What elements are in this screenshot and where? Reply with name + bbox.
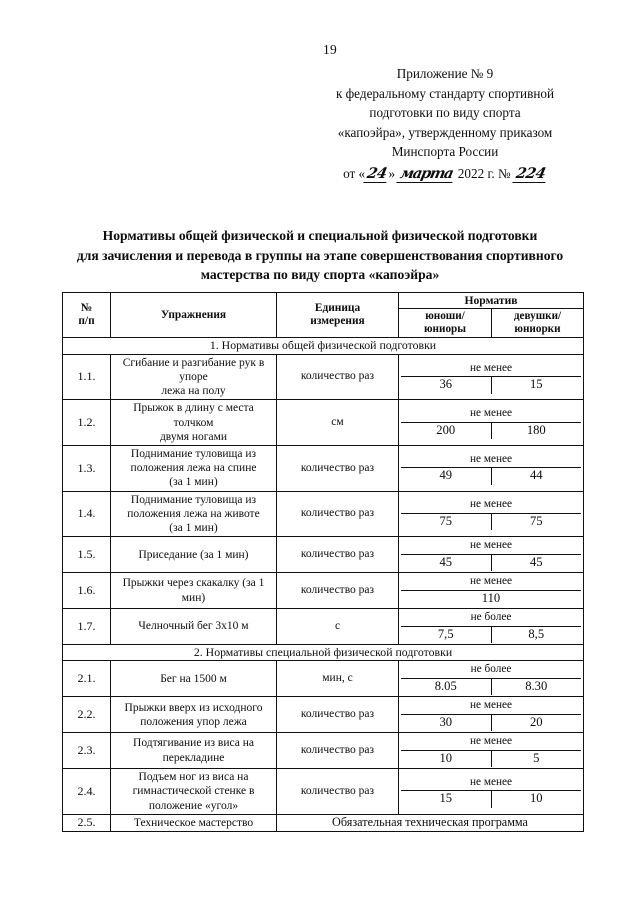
exercise-name bbox=[111, 697, 277, 733]
exercise-name bbox=[111, 446, 277, 492]
section-header-special bbox=[63, 644, 584, 660]
date-prefix: от « bbox=[343, 165, 366, 181]
table-row bbox=[63, 733, 584, 769]
row-index: 2.5. bbox=[63, 814, 111, 831]
table-row bbox=[63, 446, 584, 492]
norm-inner-table bbox=[401, 452, 581, 485]
table-body bbox=[63, 338, 584, 832]
norm-values-row bbox=[401, 714, 581, 731]
norm-limit-row bbox=[401, 734, 581, 750]
column-header-unit bbox=[277, 293, 399, 338]
exercise-name-line: Прыжки через скакалку (за 1 мин) bbox=[122, 577, 265, 604]
norm-inner-table bbox=[401, 497, 581, 530]
exercise-name bbox=[111, 769, 277, 815]
norm-values-row bbox=[401, 377, 581, 394]
appendix-standard-line-1: к федеральному стандарту спортивной bbox=[335, 85, 555, 101]
column-header-female-line-1: девушки/ bbox=[513, 310, 562, 323]
norm-limit-label: не менее bbox=[401, 406, 581, 422]
table-row bbox=[63, 354, 584, 400]
page-number: 19 bbox=[322, 42, 338, 57]
exercise-name bbox=[111, 400, 277, 446]
norm-cell bbox=[399, 537, 584, 573]
norm-cell bbox=[399, 491, 584, 537]
norm-value-female: 75 bbox=[529, 513, 543, 528]
row-index: 2.1. bbox=[63, 661, 111, 697]
norm-inner-table bbox=[401, 698, 581, 731]
norm-limit-row bbox=[401, 406, 581, 422]
row-index: 1.1. bbox=[63, 354, 111, 400]
exercise-name-line: лежа на полу bbox=[161, 385, 226, 398]
norm-value-female: 5 bbox=[533, 750, 540, 765]
norm-inner-table bbox=[401, 662, 581, 695]
table-row bbox=[63, 814, 584, 831]
exercise-name-line: гимнастической стенке в bbox=[132, 785, 255, 798]
measurement-unit: мин, с bbox=[277, 661, 399, 697]
norm-values-row bbox=[401, 750, 581, 767]
table-header-row-1 bbox=[63, 293, 584, 309]
norm-value-male: 75 bbox=[401, 513, 491, 530]
exercise-name-line: двумя ногами bbox=[159, 430, 228, 443]
norm-limit-label: не менее bbox=[401, 574, 581, 590]
norm-value-male: 200 bbox=[401, 422, 491, 439]
technical-program-value: Обязательная техническая программа bbox=[277, 814, 584, 831]
norm-inner-table bbox=[401, 734, 581, 767]
norm-limit-row bbox=[401, 497, 581, 513]
measurement-unit: количество раз bbox=[277, 733, 399, 769]
norm-values-row bbox=[401, 791, 581, 808]
norm-value-female: 10 bbox=[529, 791, 543, 806]
exercise-name-line: положение «угол» bbox=[148, 799, 239, 812]
appendix-standard-line-2: подготовки по виду спорта bbox=[369, 105, 521, 120]
column-header-female bbox=[492, 309, 584, 338]
handwritten-month: марта bbox=[397, 167, 456, 183]
handwritten-order-number: 224 bbox=[512, 167, 548, 183]
norm-limit-row bbox=[401, 538, 581, 554]
norm-value-merged: 110 bbox=[481, 590, 501, 605]
table-header bbox=[63, 293, 584, 338]
column-header-number-line-2: п/п bbox=[78, 315, 95, 328]
norm-limit-row bbox=[401, 610, 581, 626]
measurement-unit: количество раз bbox=[277, 769, 399, 815]
exercise-name-line: положения упор лежа bbox=[140, 715, 247, 728]
norm-value-male: 7,5 bbox=[401, 626, 491, 643]
norm-value-female: 8.30 bbox=[525, 678, 548, 693]
column-header-number-line-1: № bbox=[80, 301, 93, 314]
norm-values-row bbox=[401, 513, 581, 530]
exercise-name bbox=[111, 814, 277, 831]
norm-value-male: 8.05 bbox=[401, 678, 491, 695]
norm-value-female: 180 bbox=[526, 422, 546, 437]
norm-limit-row bbox=[401, 662, 581, 678]
norm-cell bbox=[399, 609, 584, 645]
column-header-norm: Норматив bbox=[399, 293, 584, 309]
appendix-order-date-line bbox=[300, 164, 590, 184]
norm-cell bbox=[399, 573, 584, 609]
norm-limit-row bbox=[401, 698, 581, 714]
exercise-name bbox=[111, 573, 277, 609]
norm-value-male: 36 bbox=[401, 377, 491, 394]
exercise-name-line: Техническое мастерство bbox=[133, 816, 254, 829]
norm-limit-row bbox=[401, 775, 581, 791]
norm-inner-table bbox=[401, 361, 581, 394]
exercise-name-line: Поднимание туловища из bbox=[130, 493, 257, 506]
column-header-female-line-2: юниорки bbox=[514, 323, 561, 336]
norm-limit-row bbox=[401, 452, 581, 468]
norm-limit-label: не менее bbox=[401, 698, 581, 714]
measurement-unit: см bbox=[277, 400, 399, 446]
norm-value-female: 8,5 bbox=[528, 626, 545, 641]
norm-inner-table bbox=[401, 538, 581, 571]
row-index: 1.3. bbox=[63, 446, 111, 492]
table-row bbox=[63, 769, 584, 815]
norm-inner-table bbox=[401, 610, 581, 643]
table-row bbox=[63, 573, 584, 609]
norm-value-female: 15 bbox=[529, 377, 543, 392]
column-header-number bbox=[63, 293, 111, 338]
table-row bbox=[63, 697, 584, 733]
exercise-name-line: Бег на 1500 м bbox=[160, 672, 227, 685]
norm-limit-label: не менее bbox=[401, 452, 581, 468]
norm-cell bbox=[399, 400, 584, 446]
table-row bbox=[63, 491, 584, 537]
page-title-line-3: мастерства по виду спорта «капоэйра» bbox=[200, 267, 440, 282]
exercise-name-line: (за 1 мин) bbox=[169, 522, 218, 535]
column-header-unit-line-2: измерения bbox=[310, 315, 365, 328]
measurement-unit: количество раз bbox=[277, 573, 399, 609]
measurement-unit: количество раз bbox=[277, 697, 399, 733]
table-row bbox=[63, 537, 584, 573]
row-index: 1.7. bbox=[63, 609, 111, 645]
exercise-name-line: Сгибание и разгибание рук в упоре bbox=[122, 356, 265, 384]
norm-cell bbox=[399, 446, 584, 492]
page-title-line-1: Нормативы общей физической и специальной физической подготовки bbox=[102, 228, 538, 243]
column-header-male bbox=[399, 309, 492, 338]
norm-cell bbox=[399, 733, 584, 769]
exercise-name-line: перекладине bbox=[162, 751, 225, 764]
measurement-unit: количество раз bbox=[277, 354, 399, 400]
column-header-unit-line-1: Единица bbox=[314, 301, 361, 314]
measurement-unit: количество раз bbox=[277, 491, 399, 537]
handwritten-day: 24 bbox=[363, 167, 390, 183]
date-year-number-label: 2022 г. № bbox=[457, 165, 511, 181]
section-header-special-label: 2. Нормативы специальной физической подготовки bbox=[63, 644, 584, 660]
exercise-name bbox=[111, 537, 277, 573]
norm-limit-label: не менее bbox=[401, 734, 581, 750]
norm-limit-label: не более bbox=[401, 662, 581, 678]
row-index: 1.6. bbox=[63, 573, 111, 609]
appendix-header bbox=[300, 64, 590, 183]
norms-table bbox=[62, 292, 584, 832]
norm-values-row bbox=[401, 422, 581, 439]
norm-value-female: 45 bbox=[529, 554, 543, 569]
exercise-name-line: Подтягивание из виса на bbox=[133, 737, 254, 750]
column-header-exercise: Упражнения bbox=[111, 293, 277, 338]
measurement-unit: количество раз bbox=[277, 537, 399, 573]
norm-values-row bbox=[401, 626, 581, 643]
exercise-name-line: Челночный бег 3х10 м bbox=[138, 620, 249, 633]
exercise-name bbox=[111, 733, 277, 769]
norm-value-male: 49 bbox=[401, 468, 491, 485]
column-header-male-line-2: юниоры bbox=[424, 323, 466, 336]
row-index: 2.3. bbox=[63, 733, 111, 769]
norm-limit-label: не менее bbox=[401, 538, 581, 554]
norm-value-male: 45 bbox=[401, 554, 491, 571]
date-mid: » bbox=[388, 165, 396, 181]
page-title-line-2: для зачисления и перевода в группы на этапе совершенствования спортивного bbox=[76, 247, 564, 263]
row-index: 2.4. bbox=[63, 769, 111, 815]
row-index: 1.4. bbox=[63, 491, 111, 537]
row-index: 1.5. bbox=[63, 537, 111, 573]
appendix-ministry-line: Минспорта России bbox=[391, 144, 499, 159]
exercise-name-line: Поднимание туловища из bbox=[130, 448, 257, 461]
exercise-name-line: Приседание (за 1 мин) bbox=[138, 548, 249, 561]
exercise-name-line: (за 1 мин) bbox=[169, 476, 218, 489]
norm-inner-table bbox=[401, 574, 581, 607]
section-header-general-label: 1. Нормативы общей физической подготовки bbox=[63, 338, 584, 354]
norm-cell bbox=[399, 661, 584, 697]
norm-limit-label: не менее bbox=[401, 497, 581, 513]
row-index: 1.2. bbox=[63, 400, 111, 446]
norm-cell bbox=[399, 354, 584, 400]
exercise-name-line: Прыжок в длину с места толчком bbox=[133, 402, 254, 429]
norm-values-row bbox=[401, 554, 581, 571]
page-title bbox=[46, 226, 594, 285]
norm-inner-table bbox=[401, 406, 581, 439]
norm-value-male: 15 bbox=[401, 791, 491, 808]
norm-values-row bbox=[401, 468, 581, 485]
exercise-name bbox=[111, 491, 277, 537]
exercise-name-line: Подъем ног из виса на bbox=[138, 771, 249, 784]
norm-inner-table bbox=[401, 775, 581, 808]
row-index: 2.2. bbox=[63, 697, 111, 733]
norm-limit-label: не более bbox=[401, 610, 581, 626]
column-header-male-line-1: юноши/ bbox=[425, 310, 465, 323]
appendix-sport-line: «капоэйра», утвержденному приказом bbox=[337, 124, 553, 140]
exercise-name-line: положения лежа на животе bbox=[127, 507, 260, 520]
table-row bbox=[63, 661, 584, 697]
measurement-unit: с bbox=[277, 609, 399, 645]
norm-limit-row bbox=[401, 361, 581, 377]
norms-table-container bbox=[62, 292, 583, 832]
exercise-name-line: положения лежа на спине bbox=[130, 462, 257, 475]
exercise-name bbox=[111, 661, 277, 697]
exercise-name bbox=[111, 354, 277, 400]
section-header-general bbox=[63, 338, 584, 354]
norm-value-female: 20 bbox=[529, 714, 543, 729]
norm-limit-label: не менее bbox=[401, 775, 581, 791]
norm-limit-label: не менее bbox=[401, 361, 581, 377]
norm-cell bbox=[399, 697, 584, 733]
measurement-unit: количество раз bbox=[277, 446, 399, 492]
norm-limit-row bbox=[401, 574, 581, 590]
norm-values-row bbox=[401, 590, 581, 607]
norm-values-row bbox=[401, 678, 581, 695]
exercise-name bbox=[111, 609, 277, 645]
exercise-name-line: Прыжки вверх из исходного bbox=[124, 701, 263, 714]
norm-value-female: 44 bbox=[529, 468, 543, 483]
appendix-title-line: Приложение № 9 bbox=[396, 66, 494, 81]
table-row bbox=[63, 400, 584, 446]
norm-value-male: 10 bbox=[401, 750, 491, 767]
norm-cell bbox=[399, 769, 584, 815]
norm-value-male: 30 bbox=[401, 714, 491, 731]
table-row bbox=[63, 609, 584, 645]
